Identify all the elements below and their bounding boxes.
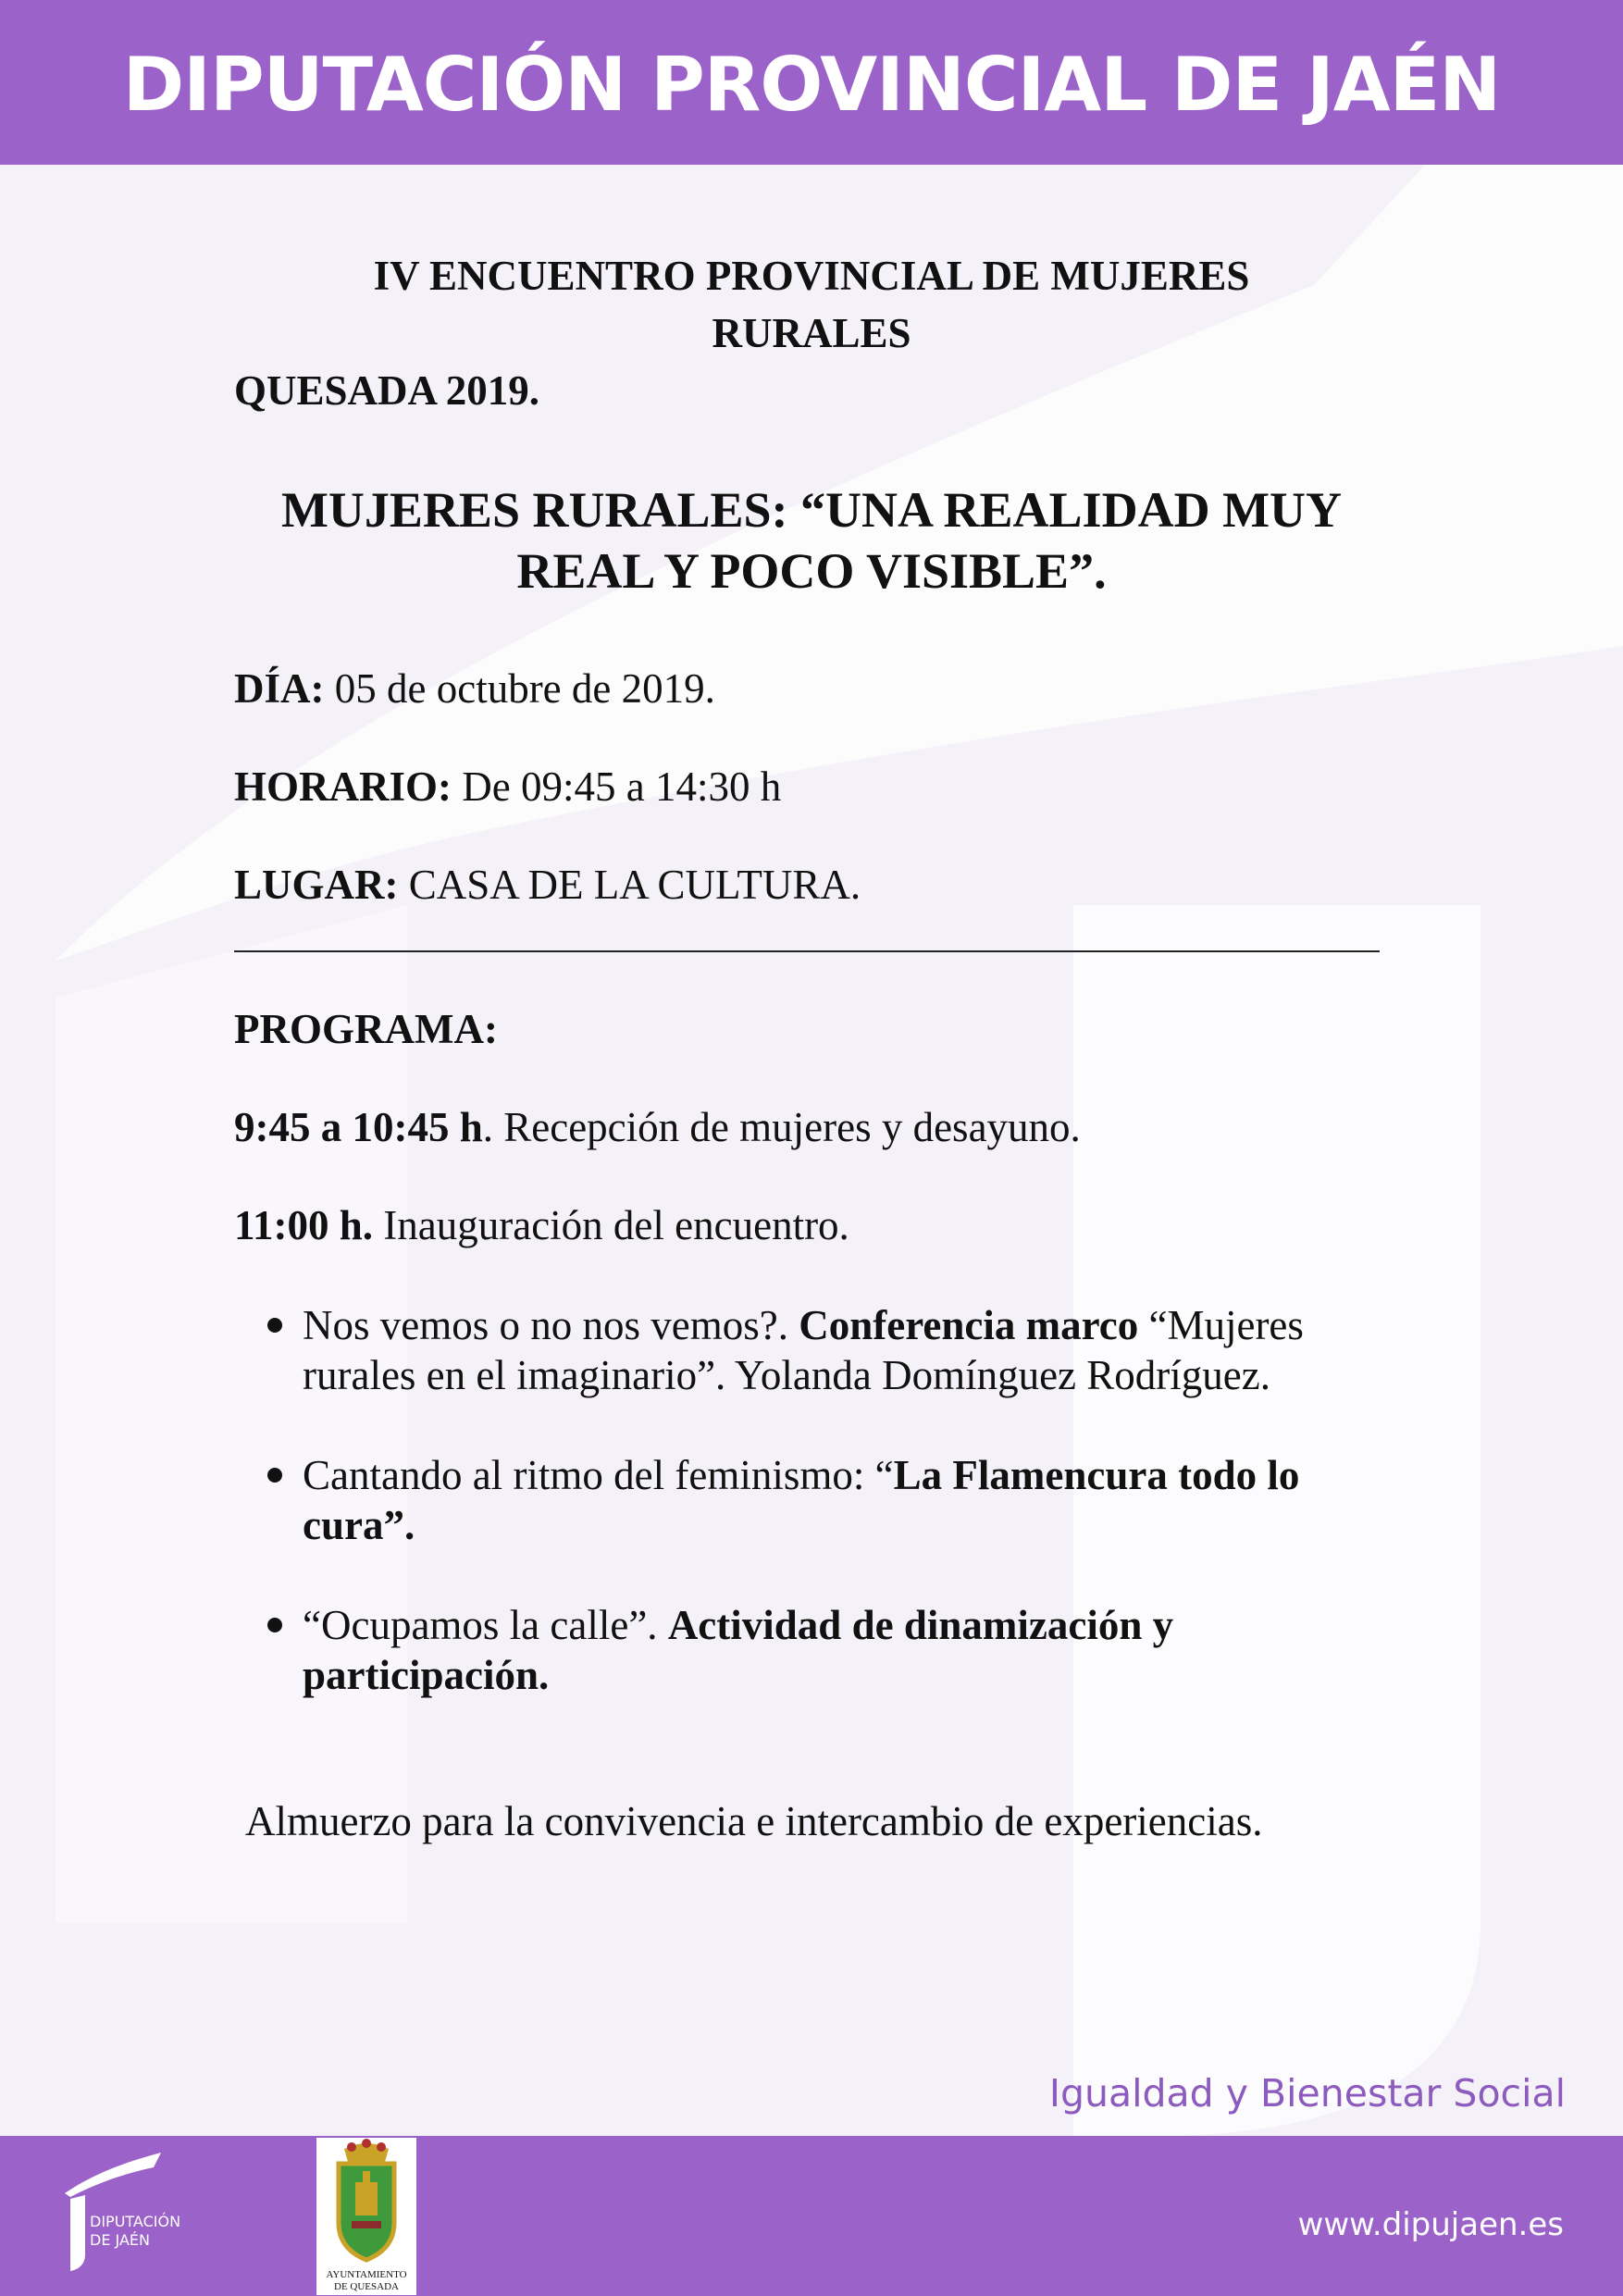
event-subtitle-line2: REAL Y POCO VISIBLE”. <box>516 543 1107 599</box>
ayuntamiento-caption <box>316 2269 416 2293</box>
bullet-dot <box>267 1468 282 1483</box>
watermark-left <box>56 905 407 1923</box>
program-item-2-text: Inauguración del encuentro. <box>373 1202 849 1248</box>
website-link[interactable]: www.dipujaen.es <box>1297 2206 1564 2243</box>
logo-line-1: DIPUTACIÓN <box>90 2213 181 2230</box>
program-closing: Almuerzo para la convivencia e intercambio de experiencias. <box>245 1798 1263 1844</box>
crest-shield-icon <box>316 2138 416 2267</box>
detail-day <box>234 661 715 716</box>
event-title-line2: RURALES <box>712 310 911 356</box>
program-bullet-3-line1 <box>303 1597 1173 1653</box>
detail-place-value: CASA DE LA CULTURA. <box>398 862 861 908</box>
bullet-2-text-bold: La Flamencura todo lo <box>893 1452 1300 1498</box>
bullet-2-text-a: Cantando al ritmo del feminismo: “ <box>303 1452 894 1498</box>
program-item-2-time: 11:00 h. <box>234 1202 374 1248</box>
program-item-1 <box>234 1099 1081 1155</box>
event-subtitle-line1: MUJERES RURALES: “UNA REALIDAD MUY <box>280 482 1343 538</box>
bullet-dot <box>267 1318 282 1333</box>
event-place-year: QUESADA 2019. <box>234 367 540 414</box>
program-bullet-2-line1 <box>303 1447 1299 1503</box>
bullet-3-text-a: “Ocupamos la calle”. <box>303 1602 668 1648</box>
program-item-1-time: 9:45 a 10:45 h <box>234 1104 483 1150</box>
watermark-stem <box>1073 905 1481 2136</box>
ayto-line-2: DE QUESADA <box>334 2281 399 2292</box>
header-banner <box>0 0 1623 165</box>
bullet-1-text-c: “Mujeres <box>1138 1302 1304 1348</box>
header-title: DIPUTACIÓN PROVINCIAL DE JAÉN <box>122 42 1501 128</box>
program-item-2 <box>234 1198 849 1253</box>
bullet-1-text-a: Nos vemos o no nos vemos?. <box>303 1302 799 1348</box>
detail-place <box>234 857 861 912</box>
department-tagline: Igualdad y Bienestar Social <box>1048 2071 1566 2116</box>
program-bullet-1-line2: rurales en el imaginario”. Yolanda Domínguez Rodríguez. <box>303 1352 1270 1398</box>
separator-line <box>234 950 1380 952</box>
ayto-line-1: AYUNTAMIENTO <box>326 2269 407 2280</box>
program-bullet-2-line2: cura”. <box>303 1502 415 1548</box>
diputacion-logo-icon <box>57 2145 215 2275</box>
detail-schedule-label: HORARIO: <box>234 763 452 810</box>
detail-day-label: DÍA: <box>234 665 325 712</box>
detail-schedule <box>234 759 781 814</box>
diputacion-logo-text <box>90 2213 180 2250</box>
program-bullet-1-line1 <box>303 1297 1304 1353</box>
bullet-dot <box>267 1618 282 1632</box>
program-bullet-3-line2: participación. <box>303 1652 550 1698</box>
bullet-3-text-bold: Actividad de dinamización y <box>667 1602 1174 1648</box>
program-item-1-text: . Recepción de mujeres y desayuno. <box>482 1104 1081 1150</box>
logo-line-2: DE JAÉN <box>90 2231 150 2249</box>
event-title-line1: IV ENCUENTRO PROVINCIAL DE MUJERES <box>373 253 1250 299</box>
detail-schedule-value: De 09:45 a 14:30 h <box>452 763 782 810</box>
program-heading: PROGRAMA: <box>234 1006 498 1052</box>
detail-place-label: LUGAR: <box>234 862 399 908</box>
bullet-1-text-bold: Conferencia marco <box>799 1302 1139 1348</box>
detail-day-value: 05 de octubre de 2019. <box>324 665 715 712</box>
